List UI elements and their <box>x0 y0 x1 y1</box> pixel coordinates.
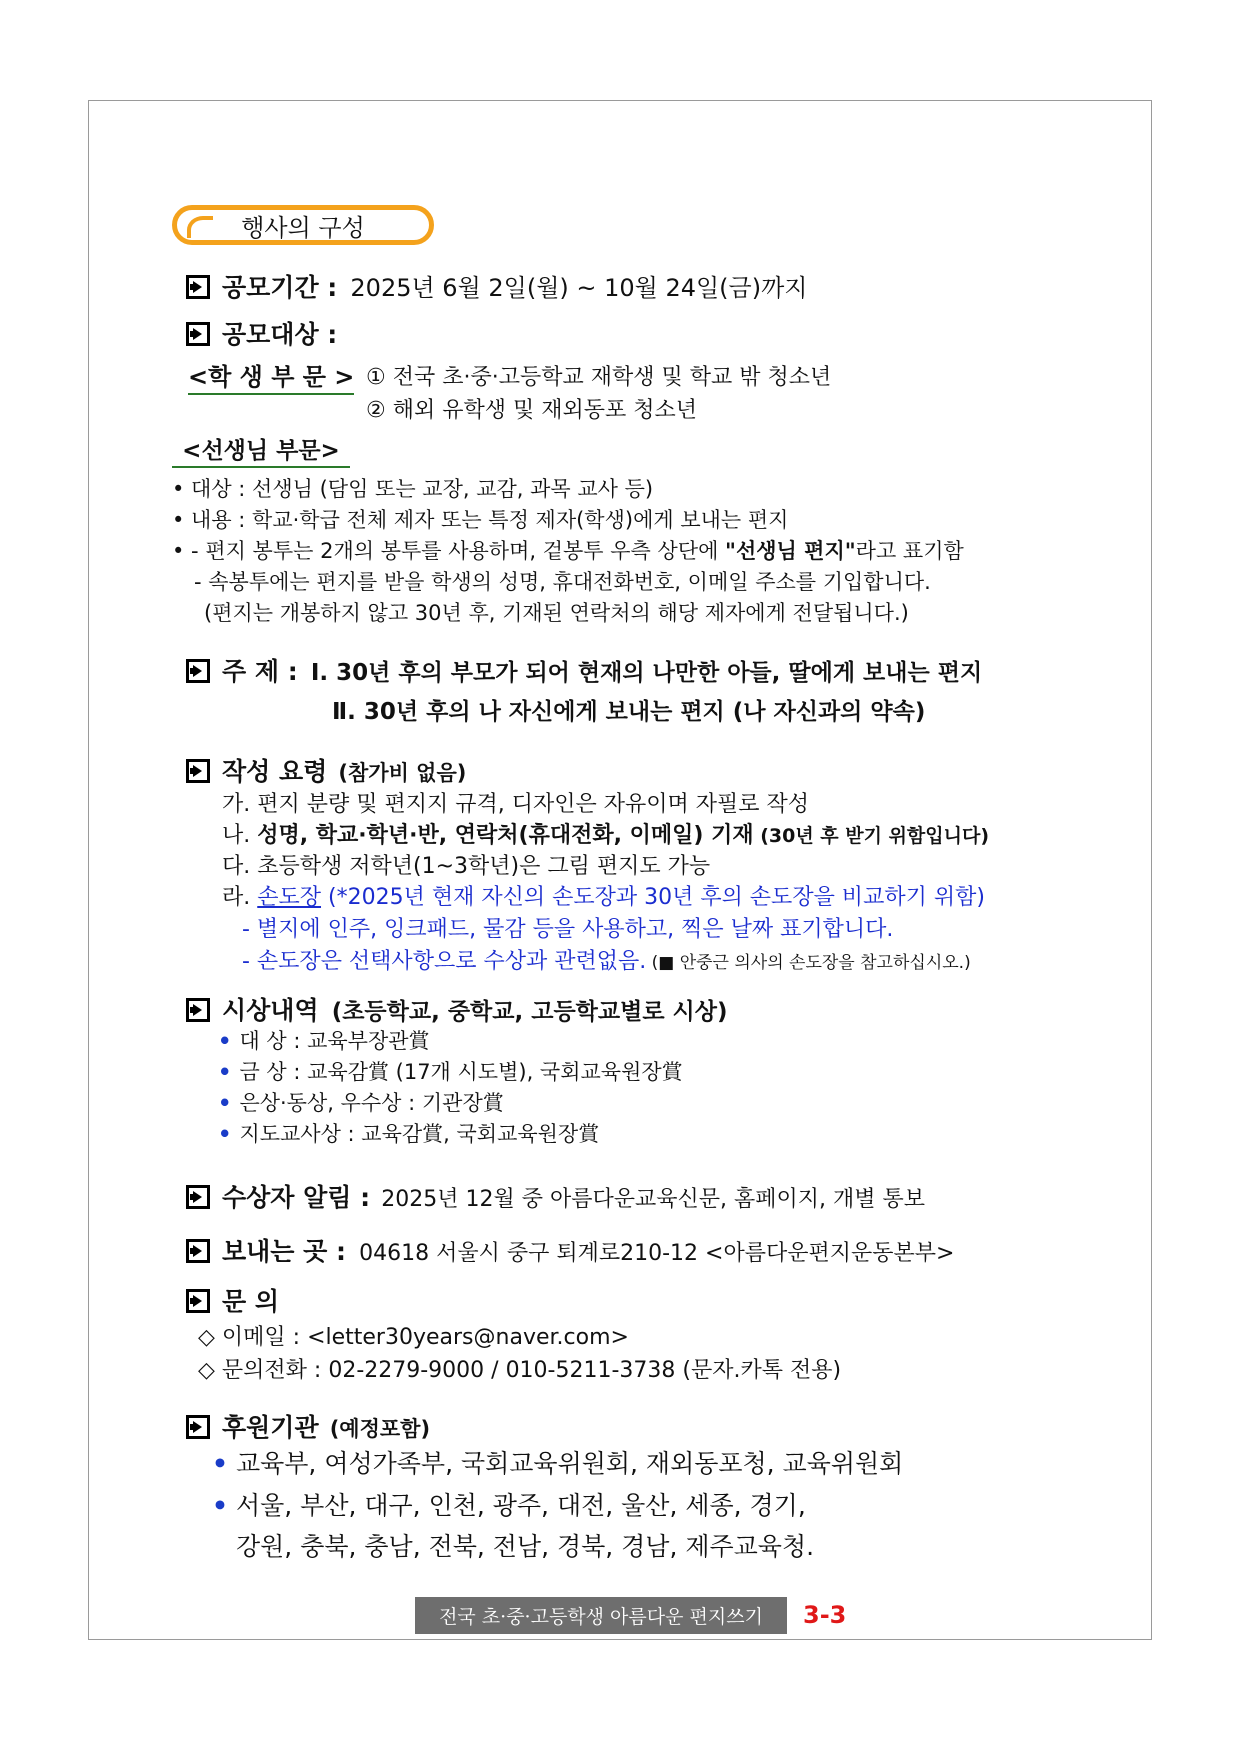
student-division-label: <학 생 부 문 > <box>188 357 354 395</box>
awards-label: 시상내역 <box>222 996 319 1025</box>
section-title: 행사의 구성 <box>241 213 365 242</box>
sponsors-label: 후원기관 <box>222 1413 319 1442</box>
theme-item-2: Ⅱ. 30년 후의 나 자신에게 보내는 편지 (나 자신과의 약속) <box>332 699 926 725</box>
page-number: 3-3 <box>803 1601 847 1629</box>
bullet-dot-icon: • <box>212 1491 228 1520</box>
arrow-box-icon <box>186 1289 210 1313</box>
guideline-na <box>222 818 989 849</box>
guidelines-label: 작성 요령 <box>222 757 328 786</box>
guideline-na-bold: 성명, 학교·학년·반, 연락처(휴대전화, 이메일) 기재 <box>257 823 754 848</box>
award-item-text: 금 상 : 교육감賞 (17개 시도별), 국회교육원장賞 <box>239 1060 683 1084</box>
sponsors-line-1-text: 교육부, 여성가족부, 국회교육위원회, 재외동포청, 교육위원회 <box>235 1449 904 1478</box>
address-label: 보내는 곳 : <box>222 1237 347 1266</box>
awards-sub: (초등학교, 중학교, 고등학교별로 시상) <box>331 999 728 1025</box>
section-title-badge <box>172 205 434 245</box>
arrow-box-icon <box>186 998 210 1022</box>
award-item <box>218 1056 683 1086</box>
bullet-dot-icon: • <box>218 1091 232 1115</box>
inquiry-row <box>186 1282 279 1318</box>
target-label: 공모대상 : <box>222 320 338 349</box>
inquiry-email: ◇ 이메일 : <letter30years@naver.com> <box>198 1325 629 1350</box>
teacher-line-5: (편지는 개봉하지 않고 30년 후, 기재된 연락처의 해당 제자에게 전달됩니다.) <box>204 601 909 625</box>
bullet-dot-icon: • <box>218 1122 232 1146</box>
period-value: 2025년 6월 2일(월) ~ 10월 24일(금)까지 <box>350 274 808 302</box>
bullet-dot-icon: • <box>218 1060 232 1084</box>
footer-title: 전국 초·중·고등학생 아름다운 편지쓰기 <box>439 1606 763 1628</box>
theme-item-1: Ⅰ. 30년 후의 부모가 되어 현재의 나만한 아들, 딸에게 보내는 편지 <box>310 660 983 686</box>
address-value: 04618 서울시 중구 퇴계로210-12 <아름다운편지운동본부> <box>359 1241 955 1266</box>
footer-title-box <box>415 1597 787 1634</box>
guidelines-row <box>186 752 466 788</box>
guideline-ra <box>222 880 985 911</box>
sponsors-line-2-text: 서울, 부산, 대구, 인천, 광주, 대전, 울산, 세종, 경기, <box>235 1491 806 1520</box>
guideline-handprint: 손도장 <box>257 885 322 910</box>
student-item-1: ① 전국 초·중·고등학교 재학생 및 학교 밖 청소년 <box>366 365 832 390</box>
guidelines-sub: (참가비 없음) <box>338 761 467 785</box>
student-item-2: ② 해외 유학생 및 재외동포 청소년 <box>366 398 697 423</box>
teacher-bullet-3-text: • - 편지 봉투는 2개의 봉투를 사용하며, 겉봉투 우측 상단에 <box>172 539 726 563</box>
awards-row <box>186 991 728 1027</box>
arrow-box-icon <box>186 759 210 783</box>
guideline-ra-sub-2-row <box>242 944 971 975</box>
sponsors-line-3: 강원, 충북, 충남, 전북, 전남, 경북, 경남, 제주교육청. <box>236 1532 815 1561</box>
guideline-na-note: (30년 후 받기 위함입니다) <box>753 825 990 847</box>
theme-label: 주 제 : <box>222 657 298 686</box>
sponsors-sub: (예정포함) <box>329 1417 431 1441</box>
bullet-dot-icon: • <box>218 1029 232 1053</box>
period-label: 공모기간 : <box>222 273 338 302</box>
teacher-bullet-3 <box>172 535 964 565</box>
guideline-ra-sub-1: - 별지에 인주, 잉크패드, 물감 등을 사용하고, 찍은 날짜 표기합니다. <box>242 917 894 942</box>
guideline-ra-sub-2: - 손도장은 선택사항으로 수상과 관련없음. <box>242 949 647 974</box>
guideline-ra-text: (*2025년 현재 자신의 손도장과 30년 후의 손도장을 비교하기 위함) <box>321 885 985 910</box>
sponsors-row <box>186 1408 430 1444</box>
teacher-letter-mark: "선생님 편지" <box>725 539 856 563</box>
guideline-ra-note: (■ 안중근 의사의 손도장을 참고하십시오.) <box>646 953 971 973</box>
award-item-text: 은상·동상, 우수상 : 기관장賞 <box>239 1091 504 1115</box>
arrow-box-icon <box>186 1239 210 1263</box>
teacher-line-4: - 속봉투에는 편지를 받을 학생의 성명, 휴대전화번호, 이메일 주소를 기입합니다. <box>194 570 931 594</box>
teacher-bullet-1: • 대상 : 선생님 (담임 또는 교장, 교감, 과목 교사 등) <box>172 477 654 501</box>
arrow-box-icon <box>186 1415 210 1439</box>
award-item-text: 대 상 : 교육부장관賞 <box>239 1029 430 1053</box>
sponsors-line-1 <box>212 1444 903 1480</box>
arrow-box-icon <box>186 322 210 346</box>
arrow-box-icon <box>186 275 210 299</box>
inquiry-label: 문 의 <box>222 1287 280 1316</box>
teacher-bullet-3-end: 라고 표기함 <box>855 539 964 563</box>
inquiry-phone: ◇ 문의전화 : 02-2279-9000 / 010-5211-3738 (문자.카톡 전용) <box>198 1358 842 1383</box>
target-row <box>186 315 337 351</box>
guideline-ga: 가. 편지 분량 및 편지지 규격, 디자인은 자유이며 자필로 작성 <box>222 792 809 817</box>
teacher-bullet-2: • 내용 : 학교·학급 전체 제자 또는 특정 제자(학생)에게 보내는 편지 <box>172 508 789 532</box>
teacher-division-label: <선생님 부문> <box>172 432 350 468</box>
guideline-ra-prefix: 라. <box>222 885 258 910</box>
arrow-box-icon <box>186 659 210 683</box>
sponsors-line-2 <box>212 1486 806 1522</box>
arrow-box-icon <box>186 1185 210 1209</box>
award-item-text: 지도교사상 : 교육감賞, 국회교육원장賞 <box>239 1122 600 1146</box>
award-item <box>218 1118 599 1148</box>
announce-value: 2025년 12월 중 아름다운교육신문, 홈페이지, 개별 통보 <box>381 1187 925 1212</box>
guideline-da: 다. 초등학생 저학년(1~3학년)은 그림 편지도 가능 <box>222 854 711 879</box>
announce-label: 수상자 알림 : <box>222 1183 371 1212</box>
bullet-dot-icon: • <box>212 1449 228 1478</box>
address-row <box>186 1232 954 1268</box>
guideline-na-prefix: 나. <box>222 823 258 848</box>
award-item <box>218 1087 504 1117</box>
period-row <box>186 268 807 304</box>
announce-row <box>186 1178 925 1214</box>
award-item <box>218 1025 430 1055</box>
theme-row <box>186 652 982 688</box>
